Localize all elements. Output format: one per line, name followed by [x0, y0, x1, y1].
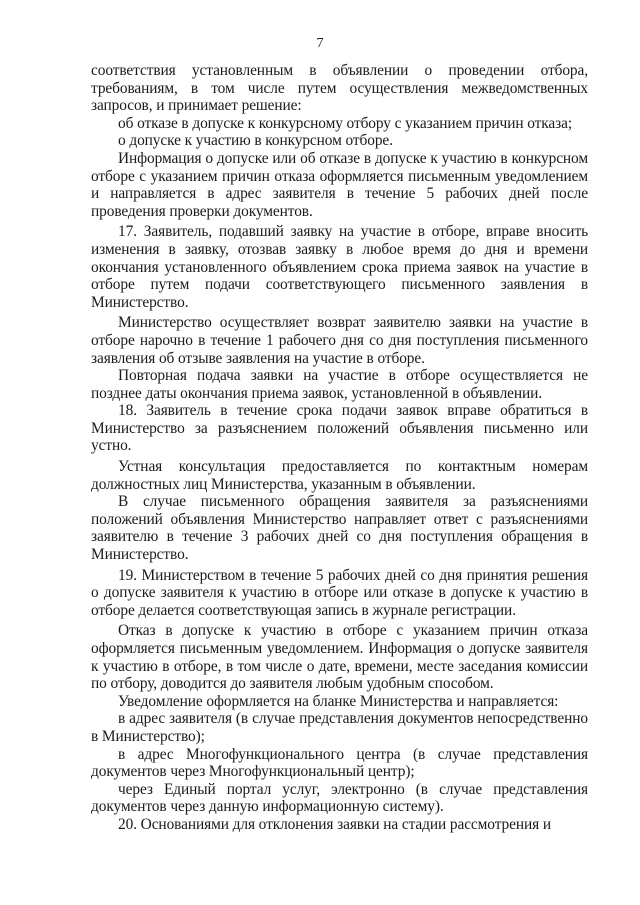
- document-body: [91, 62, 588, 834]
- paragraph: В случае письменного обращения заявителя за разъяснениями положений объявления Министерство направляет ответ с разъяснениями заявителю в течение 3 рабочих дней со дня поступления обращения в Министерство.: [91, 493, 588, 564]
- paragraph: в адрес заявителя (в случае представления документов непосредственно в Министерство);: [91, 710, 588, 745]
- paragraph: 19. Министерством в течение 5 рабочих дней со дня принятия решения о допуске заявителя к участию в отборе или отказе в допуске к участию в отборе делается соответствующая запись в журнале регистрации.: [91, 566, 588, 619]
- paragraph: о допуске к участию в конкурсном отборе.: [118, 132, 393, 150]
- paragraph: Уведомление оформляется на бланке Министерства и направляется:: [118, 692, 559, 710]
- paragraph: об отказе в допуске к конкурсному отбору с указанием причин отказа;: [118, 114, 572, 132]
- paragraph: 20. Основаниями для отклонения заявки на стадии рассмотрения и: [118, 815, 551, 833]
- paragraph: через Единый портал услуг, электронно (в случае представления документов через данную информационную систему).: [91, 780, 588, 816]
- paragraph: соответствия установленным в объявлении о проведении отбора, требованиям, в том числе путем осуществления межведомственных запросов, и принимает решение:: [91, 62, 588, 115]
- paragraph: Повторная подача заявки на участие в отборе осуществляется не позднее даты окончания приема заявок, установленной в объявлении.: [91, 367, 588, 402]
- paragraph: Министерство осуществляет возврат заявителю заявки на участие в отборе нарочно в течение 1 рабочего дня со дня поступления письменного заявления об отзыве заявления на участие в отборе.: [91, 314, 588, 367]
- paragraph: Отказ в допуске к участию в отборе с указанием причин отказа оформляется письменным уведомлением. Информация о допуске заявителя к участию в отборе, в том числе о дате, времени, месте заседания комиссии по отбору, доводится до заявителя любым удобным способом.: [91, 622, 588, 693]
- page-number: 7: [316, 36, 324, 51]
- paragraph: 17. Заявитель, подавший заявку на участие в отборе, вправе вносить изменения в заявку, отозвав заявку в любое время до дня и времени окончания установленного объявлением срока приема заявок на участие в отборе путем подачи соответствующего письменного заявления в Министерство.: [91, 223, 588, 311]
- paragraph: 18. Заявитель в течение срока подачи заявок вправе обратиться в Министерство за разъяснением положений объявления письменно или устно.: [91, 402, 588, 455]
- paragraph: Информация о допуске или об отказе в допуске к участию в конкурсном отборе с указанием причин отказа оформляется письменным уведомлением и направляется в адрес заявителя в течение 5 рабочих дней после проведения проверки документов.: [91, 149, 588, 220]
- paragraph: Устная консультация предоставляется по контактным номерам должностных лиц Министерства, указанным в объявлении.: [91, 458, 588, 493]
- paragraph: в адрес Многофункционального центра (в случае представления документов через Многофункциональный центр);: [91, 745, 588, 781]
